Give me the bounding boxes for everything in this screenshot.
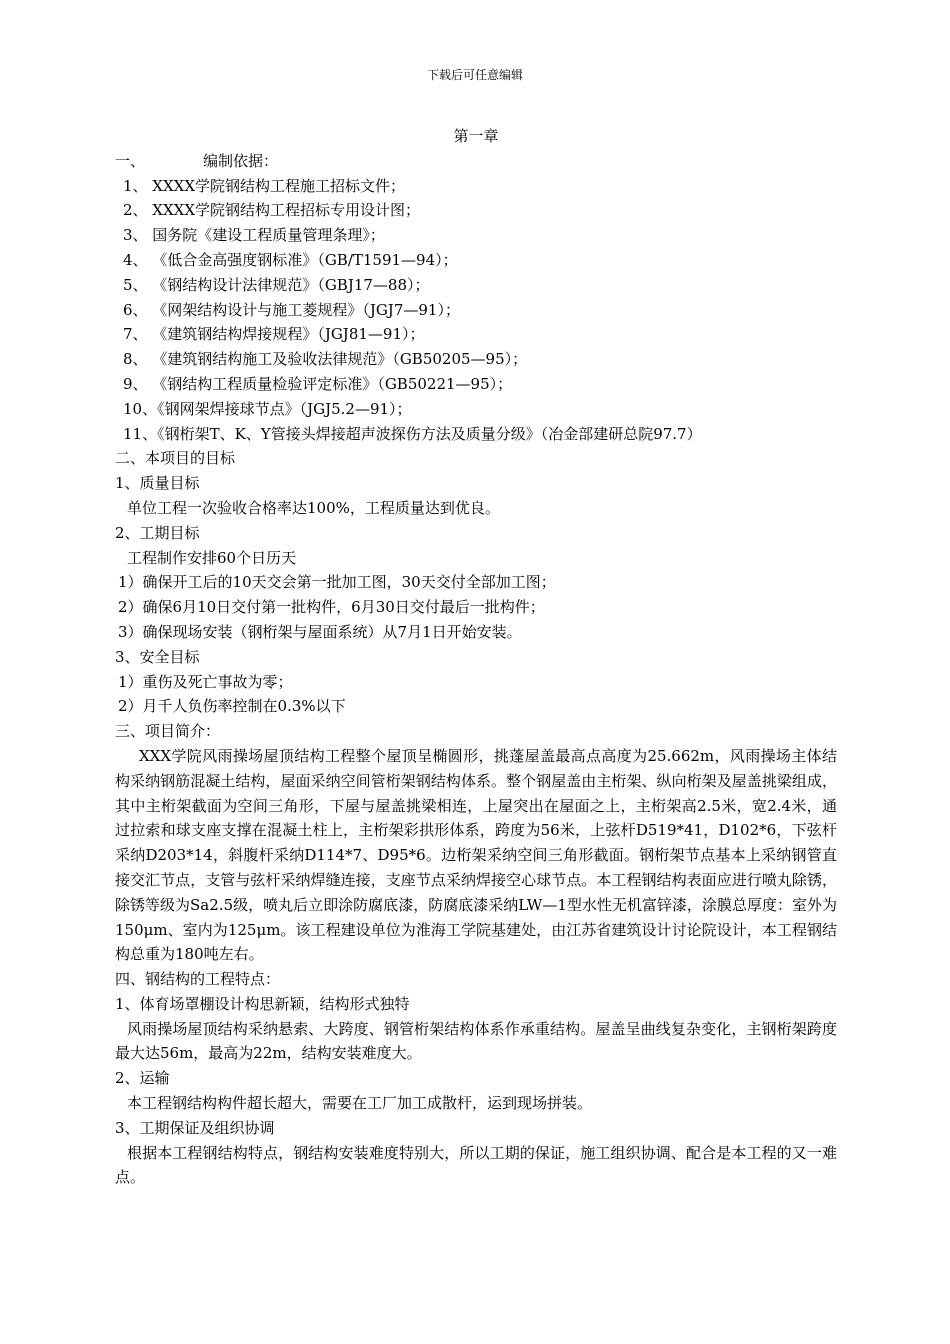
feature-1-text: 风雨操场屋顶结构采纳悬索、大跨度、钢管桁架结构体系作承重结构。屋盖呈曲线复杂变化，主钢桁架跨度最大达56m，最高为22m，结构安装难度大。 <box>115 1019 837 1063</box>
section-1-number: 一、 <box>115 151 146 170</box>
quality-goal-title: 1、质量目标 <box>115 474 200 493</box>
feature-2-title: 2、运输 <box>115 1069 170 1088</box>
section-2-title: 二、本项目的目标 <box>115 449 236 468</box>
schedule-goal-text: 工程制作安排60个日历天 <box>127 548 297 567</box>
basis-item: 10、《钢网架焊接球节点》（JGJ5.2—91）； <box>123 399 412 418</box>
section-1-title: 编制依据： <box>203 151 279 170</box>
basis-item: 4、 《低合金高强度钢标准》（GB/T1591—94）； <box>123 250 458 269</box>
feature-2-text: 本工程钢结构构件超长超大，需要在工厂加工成散杆，运到现场拼装。 <box>127 1094 593 1113</box>
schedule-goal-title: 2、工期目标 <box>115 523 200 542</box>
basis-item: 8、 《建筑钢结构施工及验收法律规范》（GB50205—95）； <box>123 350 528 369</box>
schedule-item: 3）确保现场安装（钢桁架与屋面系统）从7月1日开始安装。 <box>118 622 522 641</box>
schedule-item: 2）确保6月10日交付第一批构件，6月30日交付最后一批构件； <box>118 598 545 617</box>
basis-item: 6、 《网架结构设计与施工菱规程》（JGJ7—91）； <box>123 300 460 319</box>
safety-goal-title: 3、安全目标 <box>115 647 200 666</box>
basis-item: 7、 《建筑钢结构焊接规程》（JGJ81—91）； <box>123 325 425 344</box>
schedule-item: 1）确保开工后的10天交会第一批加工图，30天交付全部加工图； <box>118 573 556 592</box>
section-1-heading <box>115 149 837 174</box>
chapter-title: 第一章 <box>453 127 499 145</box>
safety-item: 1）重伤及死亡事故为零； <box>118 672 293 691</box>
basis-item: 2、 XXXX学院钢结构工程招标专用设计图； <box>123 201 421 220</box>
basis-item: 5、 《钢结构设计法律规范》（GBJ17—88）； <box>123 275 430 294</box>
document-body <box>115 124 837 1190</box>
basis-item: 9、 《钢结构工程质量检验评定标准》（GB50221—95）； <box>123 374 513 393</box>
basis-item: 11、《钢桁架T、K、Y管接头焊接超声波探伤方法及质量分级》（冶金部建研总院97.7） <box>123 424 702 443</box>
quality-goal-text: 单位工程一次验收合格率达100%，工程质量达到优良。 <box>127 498 500 517</box>
safety-item: 2）月千人负伤率控制在0.3%以下 <box>118 697 346 716</box>
section-3-title: 三、项目简介： <box>115 722 221 741</box>
feature-1-title: 1、体育场罩棚设计构思新颖，结构形式独特 <box>115 994 410 1013</box>
section-4-title: 四、钢结构的工程特点： <box>115 970 281 989</box>
basis-item: 3、 国务院《建设工程质量管理条理》； <box>123 226 385 245</box>
feature-3-title: 3、工期保证及组织协调 <box>115 1118 275 1137</box>
basis-item: 1、 XXXX学院钢结构工程施工招标文件； <box>123 176 406 195</box>
page-header-note: 下载后可任意编辑 <box>426 68 523 82</box>
feature-3-text: 根据本工程钢结构特点，钢结构安装难度特别大，所以工期的保证，施工组织协调、配合是本工程的又一难点。 <box>115 1143 837 1187</box>
project-description: XXX学院风雨操场屋顶结构工程整个屋顶呈椭圆形，挑蓬屋盖最高点高度为25.662m，风雨操场主体结构采纳钢筋混凝土结构，屋面采纳空间管桁架钢结构体系。整个钢屋盖由主桁架、纵向桁架及屋盖挑梁组成，其中主桁架截面为空间三角形，下屋与屋盖挑梁相连，上屋突出在屋面之上，主桁架高2.5米，宽2.4米，通过拉索和球支座支撑在混凝土柱上，主桁架彩拱形体系，跨度为56米，上弦杆D519*41，D102*6，下弦杆采纳D203*14，斜腹杆采纳D114*7、D95*6。边桁架采纳空间三角形截面。钢桁架节点基本上采纳钢管直接交汇节点，支管与弦杆采纳焊缝连接，支座节点采纳焊接空心球节点。本工程钢结构表面应进行喷丸除锈，除锈等级为Sa2.5级，喷丸后立即涂防腐底漆，防腐底漆采纳LW—1型水性无机富锌漆，涂膜总厚度：室外为150μm、室内为125μm。该工程建设单位为淮海工学院基建处，由江苏省建筑设计讨论院设计，本工程钢结构总重为180吨左右。 <box>115 746 837 964</box>
